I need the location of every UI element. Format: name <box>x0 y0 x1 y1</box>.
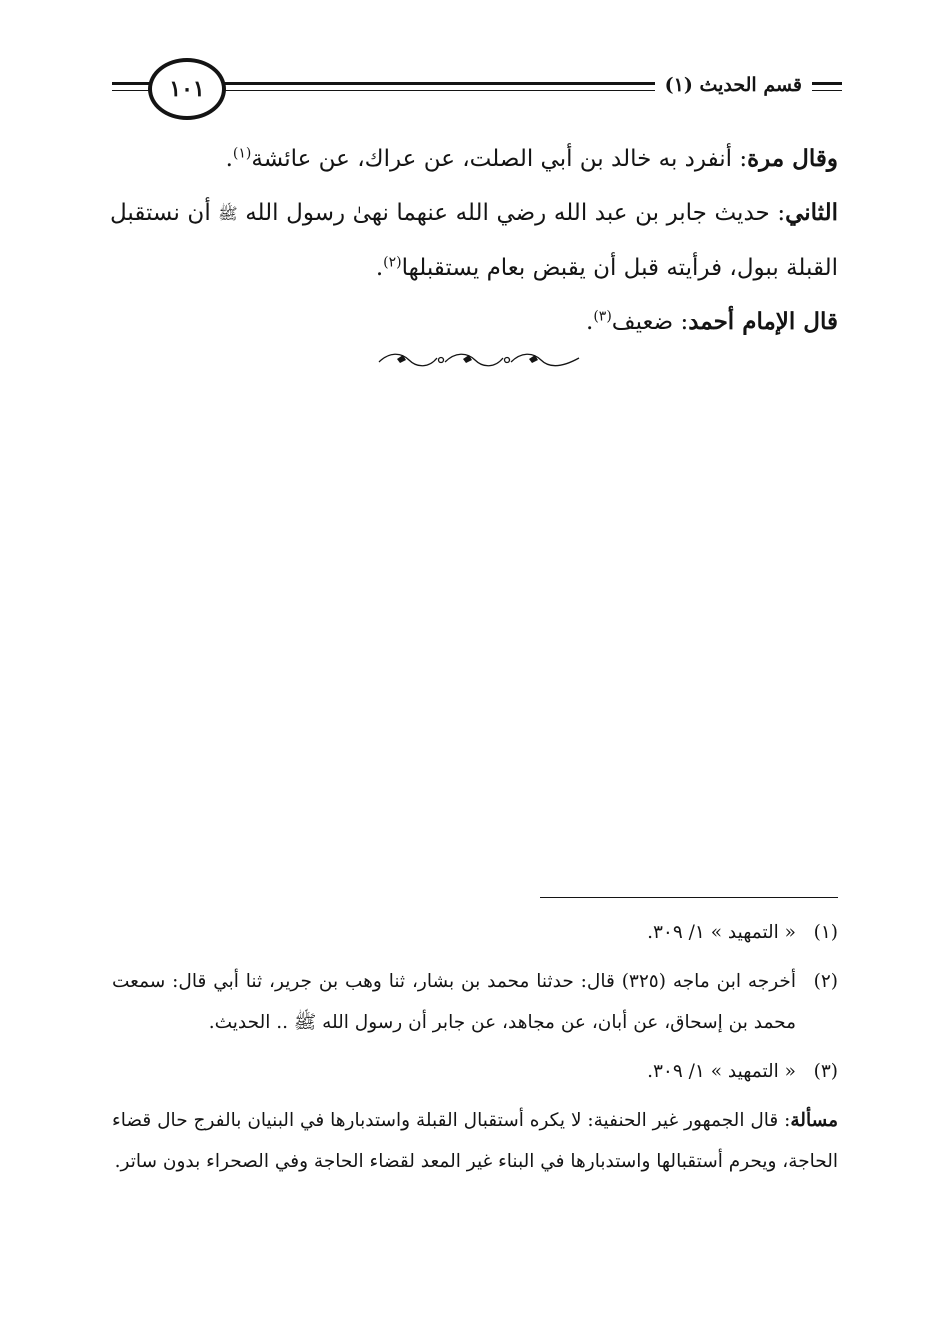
ornament-divider-icon <box>375 348 585 370</box>
footnote-item <box>112 1051 838 1092</box>
footnote-number: (٣) <box>813 1061 838 1082</box>
footnote-text: « التمهيد » ١/ ٣٠٩. <box>647 1061 796 1082</box>
paragraph-end: . <box>375 255 384 281</box>
paragraph-lead: قال الإمام أحمد <box>688 308 838 335</box>
page-number: ١٠١ <box>148 58 226 120</box>
running-title: قسم الحديث (١) <box>655 72 812 98</box>
main-text <box>110 132 838 349</box>
paragraph-second <box>110 186 838 295</box>
footnote-separator <box>540 897 838 898</box>
footnote-item <box>112 961 838 1043</box>
paragraph-end: . <box>586 309 594 335</box>
footnotes <box>112 912 838 1182</box>
footnote-reference[interactable]: (٢) <box>383 254 402 271</box>
footnote-number: (١) <box>813 922 838 943</box>
footnote-item <box>112 912 838 953</box>
running-header <box>112 58 842 128</box>
note-text: : قال الجمهور غير الحنفية: لا يكره أستقبال القبلة واستدبارها في البنيان بالفرج حال قضاء الحاجة، ويحرم أستقبالها واستدبارها في البناء غير المعد لقضاء الحاجة وفي الصحراء بدون ساتر. <box>112 1110 838 1172</box>
paragraph-text: : حديث جابر بن عبد الله رضي الله عنهما نهىٰ رسول الله <box>245 200 786 226</box>
honorific-glyph: ﷺ <box>218 204 238 223</box>
paragraph-text: : ضعيف <box>611 309 689 335</box>
footnote-number: (٢) <box>813 971 838 992</box>
paragraph-lead: وقال مرة <box>747 145 838 172</box>
paragraph-first <box>110 132 838 186</box>
footnote-text: أخرجه ابن ماجه (٣٢٥) قال: حدثنا محمد بن بشار، ثنا وهب بن جرير، ثنا أبي قال: سمعت محمد بن إسحاق، عن أبان، عن مجاهد، عن جابر أن رسول الله ﷺ .. الحديث. <box>112 971 796 1033</box>
paragraph-end: . <box>225 146 233 172</box>
paragraph-lead: الثاني <box>785 199 838 226</box>
paragraph-third <box>110 295 838 349</box>
note-label: مسألة <box>790 1110 838 1131</box>
footnote-text: « التمهيد » ١/ ٣٠٩. <box>647 922 796 943</box>
footnote-reference[interactable]: (١) <box>232 145 252 162</box>
masala-note <box>112 1100 838 1182</box>
paragraph-text: : أنفرد به خالد بن أبي الصلت، عن عراك، عن عائشة <box>251 146 748 172</box>
paragraph-text-continued: أن نستقبل القبلة ببول، فرأيته قبل أن يقبض بعام يستقبلها <box>110 200 838 281</box>
footnote-reference[interactable]: (٣) <box>593 308 612 325</box>
